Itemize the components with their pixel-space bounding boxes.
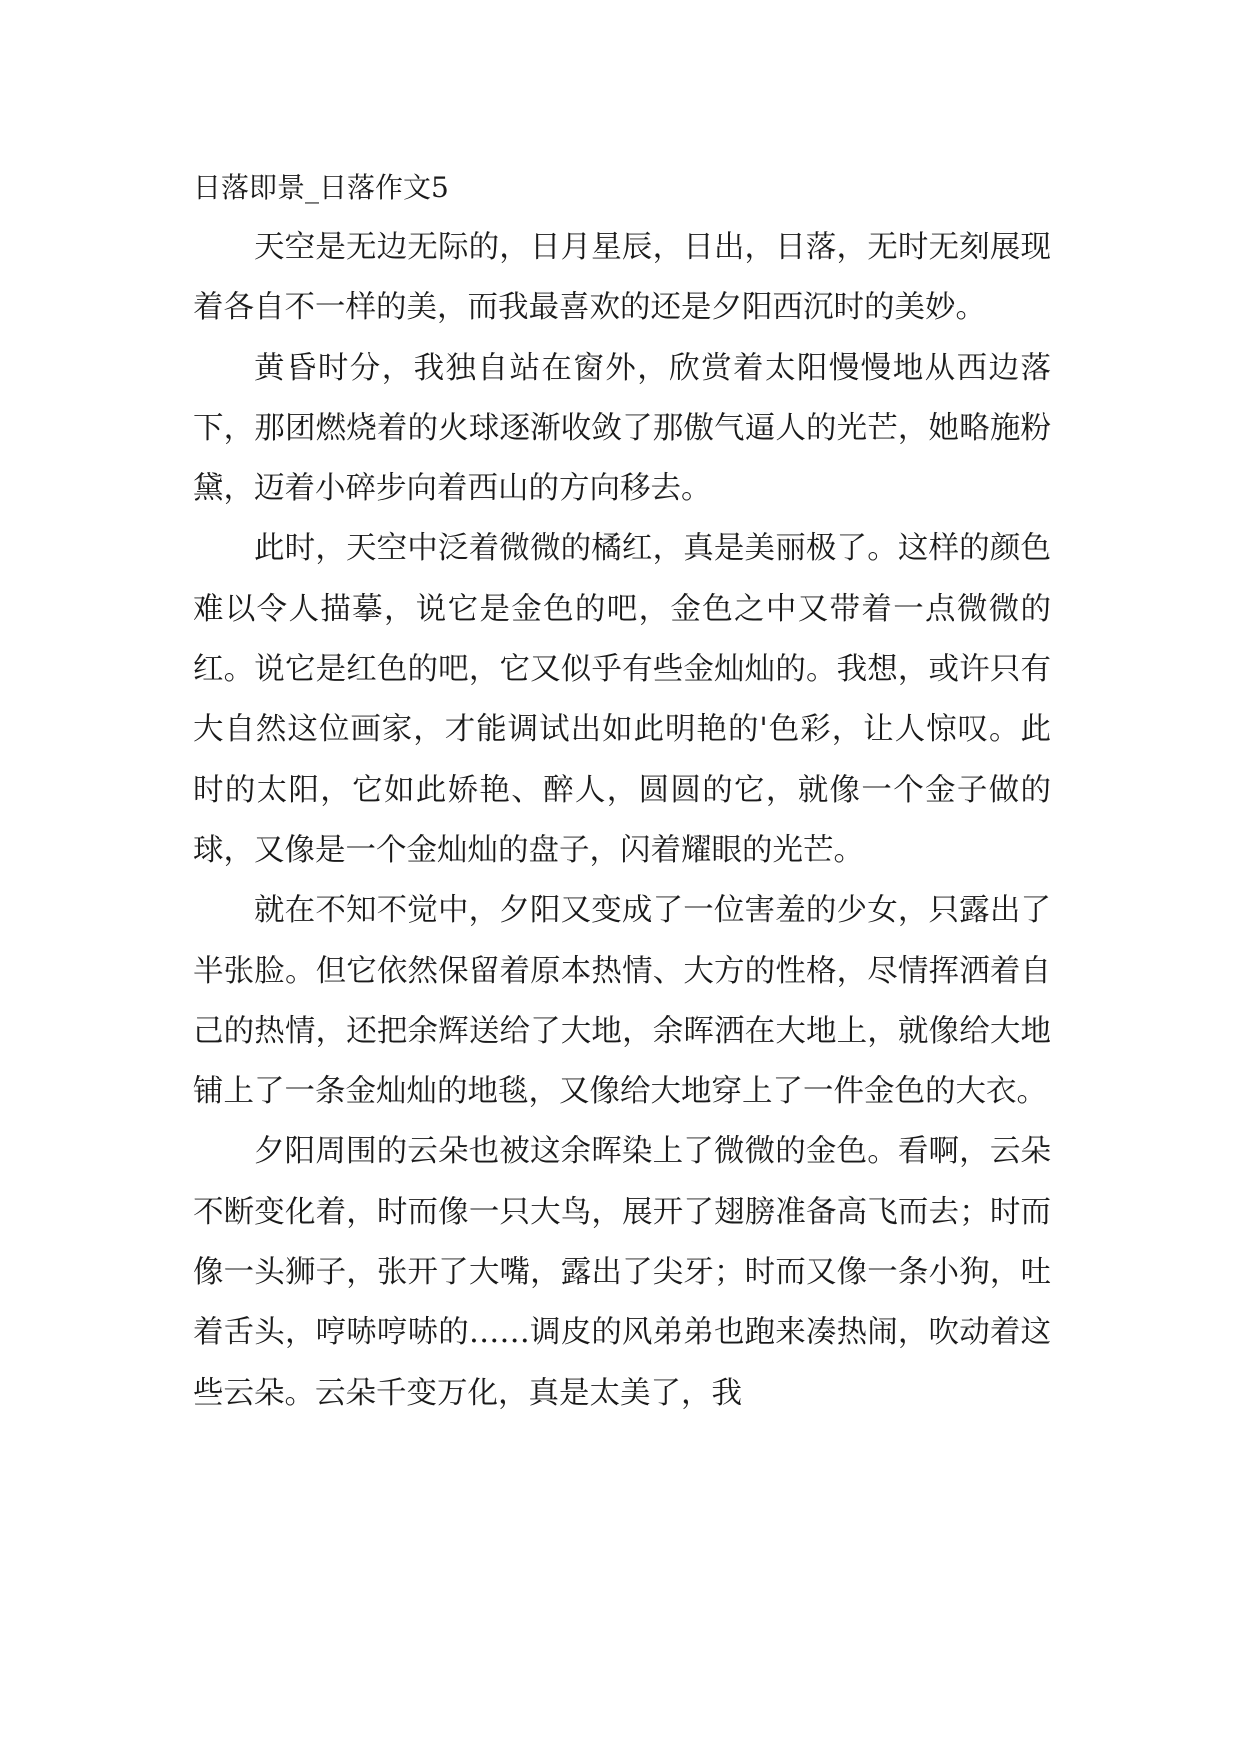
paragraph-1: 天空是无边无际的，日月星辰，日出，日落，无时无刻展现着各自不一样的美，而我最喜欢的还是夕阳西沉时的美妙。	[193, 230, 1051, 326]
paragraph-5: 夕阳周围的云朵也被这余晖染上了微微的金色。看啊，云朵不断变化着，时而像一只大鸟，展开了翅膀准备高飞而去；时而像一头狮子，张开了大嘴，露出了尖牙；时而又像一条小狗，吐着舌头，哼哧哼哧的……调皮的风弟弟也跑来凑热闹，吹动着这些云朵。云朵千变万化，真是太美了，我	[193, 1134, 1051, 1411]
document-body	[193, 218, 1051, 1424]
paragraph-2: 黄昏时分，我独自站在窗外，欣赏着太阳慢慢地从西边落下，那团燃烧着的火球逐渐收敛了那傲气逼人的光芒，她略施粉黛，迈着小碎步向着西山的方向移去。	[193, 350, 1051, 507]
paragraph-3: 此时，天空中泛着微微的橘红，真是美丽极了。这样的颜色难以令人描摹，说它是金色的吧，金色之中又带着一点微微的红。说它是红色的吧，它又似乎有些金灿灿的。我想，或许只有大自然这位画家，才能调试出如此明艳的'色彩，让人惊叹。此时的太阳，它如此娇艳、醉人，圆圆的它，就像一个金子做的球，又像是一个金灿灿的盘子，闪着耀眼的光芒。	[193, 531, 1051, 868]
document-title: 日落即景_日落作文5	[193, 171, 449, 204]
paragraph-4: 就在不知不觉中，夕阳又变成了一位害羞的少女，只露出了半张脸。但它依然保留着原本热情、大方的性格，尽情挥洒着自己的热情，还把余辉送给了大地，余晖洒在大地上，就像给大地铺上了一条金灿灿的地毯，又像给大地穿上了一件金色的大衣。	[193, 893, 1051, 1110]
